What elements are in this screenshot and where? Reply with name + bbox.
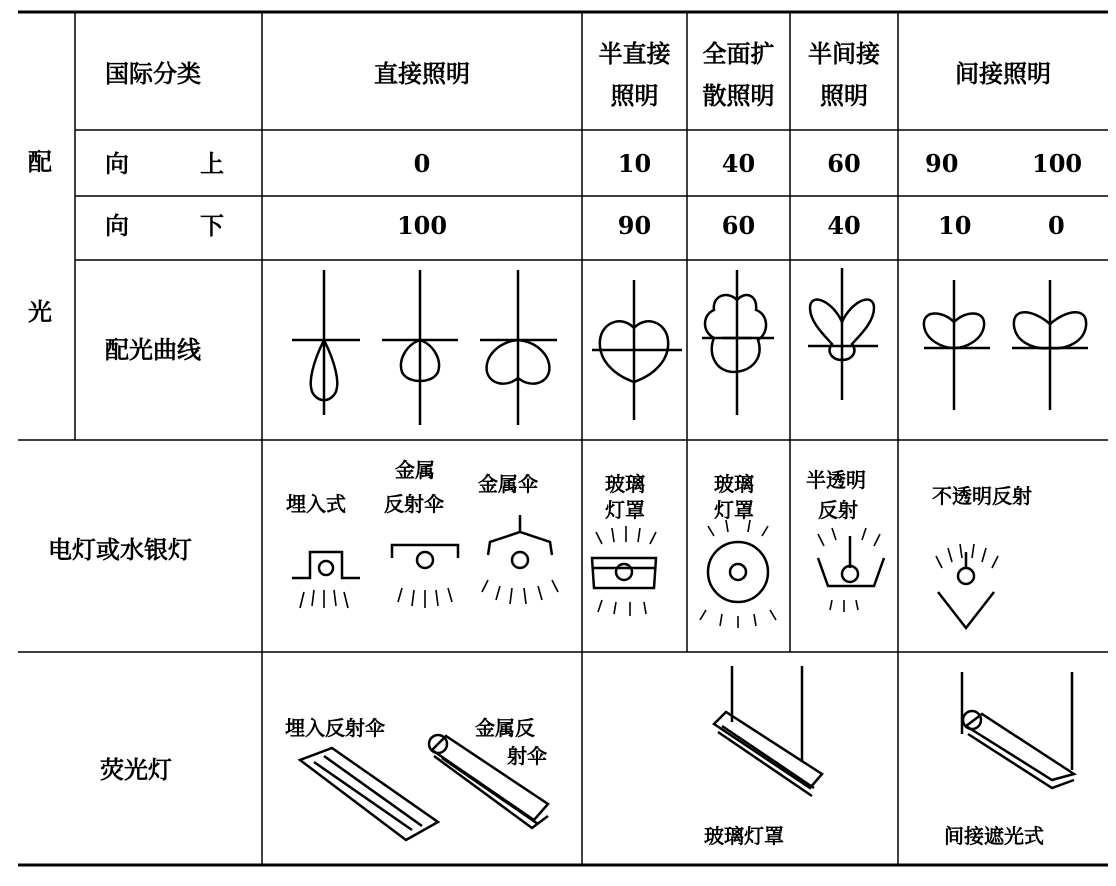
down-direct: 100 xyxy=(396,211,448,240)
metal-umbrella-label: 金属伞 xyxy=(478,472,538,496)
up-indirect-2: 100 xyxy=(1032,149,1083,178)
semi-transparent-line-2: 反射 xyxy=(818,498,858,522)
glass-shade-b-line-2: 灯罩 xyxy=(714,498,754,522)
glass-shade-b-line-1: 玻璃 xyxy=(714,472,754,496)
down-indirect-2: 0 xyxy=(1048,211,1065,240)
up-semi-direct: 10 xyxy=(617,149,652,178)
fluorescent-row-label: 荧光灯 xyxy=(100,755,172,784)
side-label-top: 配 xyxy=(28,147,52,176)
indirect-shield-label: 间接遮光式 xyxy=(944,824,1044,848)
up-direct: 0 xyxy=(413,149,431,178)
header-general-diffuse-1: 全面扩 xyxy=(702,39,775,68)
glass-shade-a-line-1: 玻璃 xyxy=(605,472,645,496)
fluorescent-fixture-sketches xyxy=(262,652,1108,865)
metal-reflector-fl-line-2: 射伞 xyxy=(507,744,547,768)
down-label-b: 下 xyxy=(200,211,224,240)
down-indirect-1: 10 xyxy=(938,211,972,240)
down-general-diffuse: 60 xyxy=(721,211,756,240)
up-semi-indirect: 60 xyxy=(827,149,861,178)
metal-reflector-fl-line-1: 金属反 xyxy=(475,716,535,740)
light-distribution-curves xyxy=(262,260,1108,440)
metal-reflector-line-1: 金属 xyxy=(395,458,435,482)
lamp-row-label: 电灯或水银灯 xyxy=(48,535,192,564)
header-direct: 直接照明 xyxy=(374,59,470,88)
header-semi-indirect-1: 半间接 xyxy=(808,39,880,68)
semi-transparent-line-1: 半透明 xyxy=(806,468,866,492)
header-semi-direct-1: 半直接 xyxy=(598,39,671,68)
lamp-fixture-sketches xyxy=(262,440,1108,652)
opaque-reflector-label: 不透明反射 xyxy=(932,484,1032,508)
up-label-a: 向 xyxy=(105,149,129,178)
header-general-diffuse-2: 散照明 xyxy=(702,81,775,110)
down-semi-indirect: 40 xyxy=(827,211,861,240)
metal-reflector-line-2: 反射伞 xyxy=(384,492,444,516)
curve-label: 配光曲线 xyxy=(105,335,201,364)
header-indirect: 间接照明 xyxy=(955,59,1051,88)
glass-shade-fl-label: 玻璃灯罩 xyxy=(704,824,784,848)
down-label-a: 向 xyxy=(105,211,129,240)
glass-shade-a-line-2: 灯罩 xyxy=(605,498,645,522)
embedded-label: 埋入式 xyxy=(286,492,346,516)
up-indirect-1: 90 xyxy=(925,149,959,178)
header-semi-direct-2: 照明 xyxy=(610,81,659,110)
embedded-reflector-label: 埋入反射伞 xyxy=(285,716,385,740)
header-intl-class: 国际分类 xyxy=(105,59,201,88)
up-general-diffuse: 40 xyxy=(721,149,756,178)
up-label-b: 上 xyxy=(200,149,224,178)
down-semi-direct: 90 xyxy=(617,211,652,240)
header-semi-indirect-2: 照明 xyxy=(820,81,868,110)
side-label-bottom: 光 xyxy=(28,297,52,326)
